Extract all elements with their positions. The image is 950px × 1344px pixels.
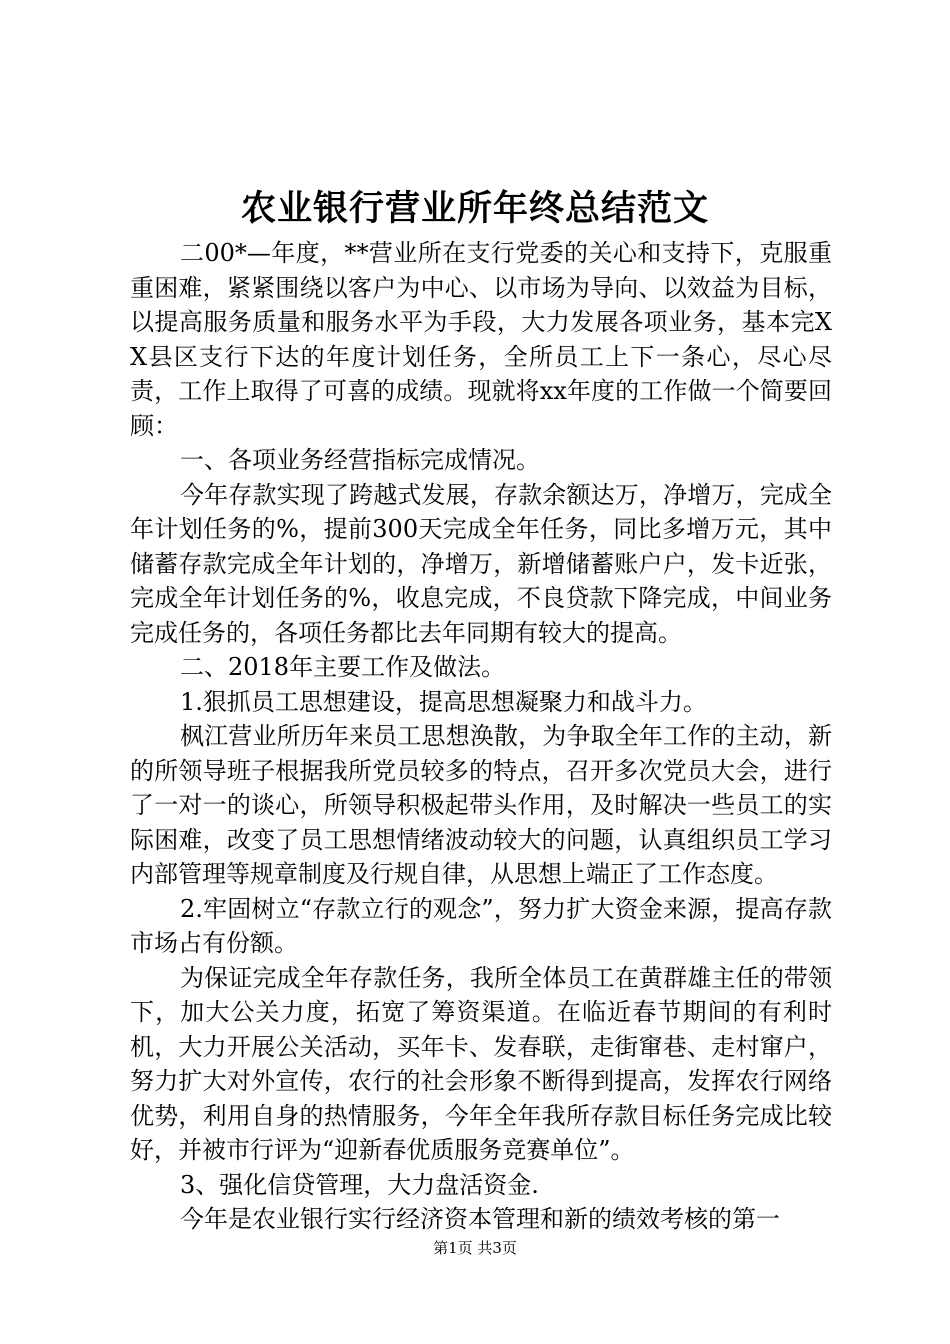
paragraph-heading-1: 一、各项业务经营指标完成情况。 xyxy=(180,446,540,474)
paragraph-credit-management: 今年是农业银行实行经济资本管理和新的绩效考核的第一 xyxy=(180,1205,780,1233)
document-title: 农业银行营业所年终总结范文 xyxy=(240,188,709,229)
page-footer: 第1页 共3页 xyxy=(433,1239,517,1257)
paragraph-staff-thought: 枫江营业所历年来员工思想涣散，为争取全年工作的主动，新的所领导班子根据我所党员较多的特点，召开多次党员大会，进行了一对一的谈心，所领导积极起带头作用，及时解决一些员工的实际困难，改变了员工思想情绪波动较大的问题，认真组织员工学习内部管理等规章制度及行规自律，从思想上端正了工作态度。 xyxy=(130,722,832,888)
paragraph-subheading-2: 2.牢固树立“存款立行的观念”，努力扩大资金来源，提高存款市场占有份额。 xyxy=(130,894,832,957)
paragraph-subheading-1: 1.狠抓员工思想建设，提高思想凝聚力和战斗力。 xyxy=(180,687,707,716)
paragraph-subheading-3: 3、强化信贷管理，大力盘活资金. xyxy=(180,1170,539,1199)
paragraph-business-results: 今年存款实现了跨越式发展，存款余额达万，净增万，完成全年计划任务的%，提前300天完成全年任务，同比多增万元，其中储蓄存款完成全年计划的，净增万，新增储蓄账户户，发卡近张，完成全年计划任务的%，收息完成，不良贷款下降完成，中间业务完成任务的，各项任务都比去年同期有较大的提高。 xyxy=(130,480,832,647)
document-body xyxy=(130,236,832,1237)
paragraph-heading-2: 二、2018年主要工作及做法。 xyxy=(180,653,506,681)
paragraph-deposit-work: 为保证完成全年存款任务，我所全体员工在黄群雄主任的带领下，加大公关力度，拓宽了筹资渠道。在临近春节期间的有利时机，大力开展公关活动，买年卡、发春联，走街窜巷、走村窜户，努力扩大对外宣传，农行的社会形象不断得到提高，发挥农行网络优势，利用自身的热情服务，今年全年我所存款目标任务完成比较好，并被市行评为“迎新春优质服务竞赛单位”。 xyxy=(130,963,832,1164)
paragraph-intro: 二00*—年度，**营业所在支行党委的关心和支持下，克服重重困难，紧紧围绕以客户为中心、以市场为导向、以效益为目标，以提高服务质量和服务水平为手段，大力发展各项业务，基本完XX县区支行下达的年度计划任务，全所员工上下一条心，尽心尽责，工作上取得了可喜的成绩。现就将xx年度的工作做一个简要回顾： xyxy=(130,239,832,440)
